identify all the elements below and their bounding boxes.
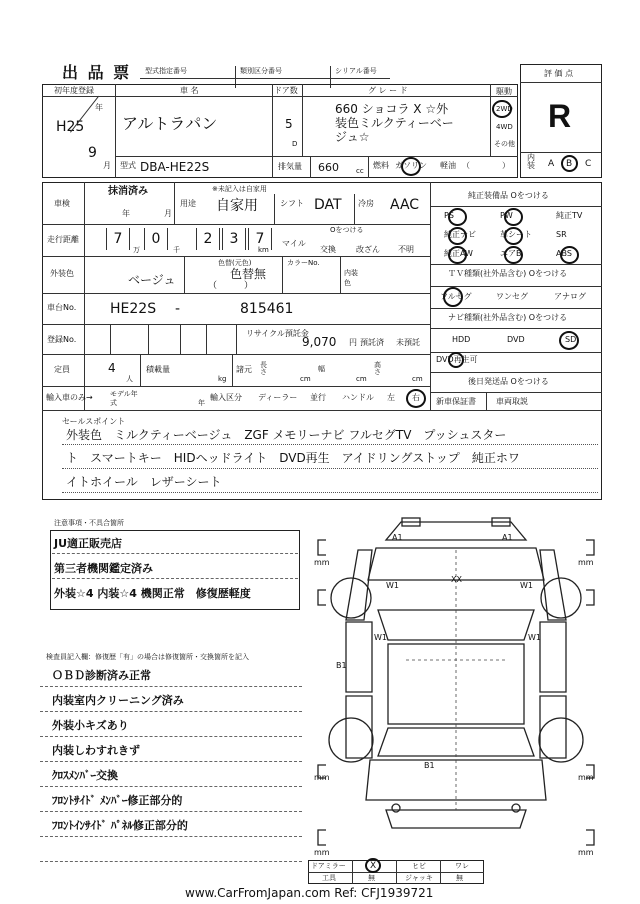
grade-label: グ レ ー ド [368,86,408,95]
model-label: 型式 [120,161,136,170]
model-value: DBA-HE22S [140,160,210,174]
dims-label: 諸元 [236,365,252,374]
mileage-opt-unknown: 不明 [398,245,414,254]
sales-line-1: 外装色 ミルクティーベージュ ZGF メモリーナビ フルセグTV プッシュスター [66,428,507,442]
car-name: アルトラパン [122,114,218,133]
disp-unit: cc [356,167,364,175]
equip-abs: ABS [556,249,572,258]
page-title: 出 品 票 [62,63,132,82]
grade-line-2: 装色ミルクティーベー [335,116,454,130]
first-reg-era: H25 [56,119,85,135]
sales-line-2: ト スマートキー HIDヘッドライト DVD再生 アイドリングストップ 純正ホワ [66,451,520,465]
mark-a1-right: A1 [502,533,513,542]
nav-title: ナビ種類(社外品含む) Oをつける [448,313,568,322]
bracket-fr2 [586,590,594,605]
nav-dvd: DVD [507,335,525,344]
capacity-unit: 人 [126,375,133,383]
import-parallel: 並行 [310,393,326,402]
mm-6: mm [578,848,594,857]
mm-2: mm [578,558,594,567]
inspector-line: ｸﾛｽﾒﾝﾊﾞｰ交換 [52,769,118,782]
bracket-fl [318,540,326,555]
regno-label: 登録No. [47,335,77,344]
tv-fullseg: フルセグ [440,292,472,301]
grade-line-1: 660 ショコラ X ☆外 [335,102,449,116]
equipment-grid [430,206,602,264]
equip-pw: PW [500,211,513,220]
handle-right: 右 [412,393,420,402]
interior-a: A [548,159,555,169]
score: R [548,98,572,134]
footer-break: ワレ [455,862,469,870]
mm-1: mm [314,558,330,567]
height-label: 高さ [374,361,381,376]
bracket-rl2 [318,830,326,845]
bracket-fr [586,540,594,555]
mark-b1-1: B1 [336,661,347,670]
inspector-line: 内装しわすれきず [52,744,140,757]
first-reg-month: 9 [88,145,97,161]
doors-label: ドア数 [274,86,298,95]
tv-analog: アナログ [554,292,586,301]
interior-label: 内装 [527,153,535,170]
drive-other: その他 [494,140,515,148]
mark-w1-1: W1 [386,581,399,590]
usage-value: 自家用 [216,198,258,214]
class-no-label: 類別区分番号 [240,67,282,75]
equip-airbag: エアB [500,249,522,258]
right-taillight [512,804,520,812]
interior-color-label: 内装色 [344,269,358,287]
right-rear-wheel [539,718,583,762]
mileage-digit: 0 [144,228,168,250]
sales-label: セールスポイント [62,417,126,426]
inspection-month: 月 [164,209,172,218]
mm-4: mm [578,773,594,782]
inspector-lines [40,666,304,866]
door-unit: D [292,140,298,148]
inspector-line: ﾌﾛﾝﾄｻｲﾄﾞ ﾒﾝﾊﾞｰ修正部分的 [52,794,183,807]
inspector-label: 検査員記入欄：修復歴「有」の場合は修復箇所・交換箇所を記入 [46,653,249,661]
mileage-sen: 千 [173,246,180,254]
color-change-value: 色替無 [230,267,267,281]
length-unit: cm [300,375,311,383]
model-year-unit: 年 [198,399,205,407]
usage-label: 用途 [180,199,196,208]
doors-value: 5 [285,117,293,131]
capacity-value: 4 [108,361,116,375]
footer-jack: ジャッキ [405,874,433,882]
shift-value: DAT [314,197,342,213]
color-number-label: カラーNo. [287,259,320,267]
recycle-amount: 9,070 [302,335,337,349]
width-label: 幅 [318,365,325,373]
handle-left: 左 [387,393,395,402]
shift-label: シフト [280,199,304,208]
chassis-sep: - [175,301,181,317]
inspection-year: 年 [122,209,130,218]
year-unit: 年 [95,103,103,112]
left-rear-wheel [329,718,373,762]
model-year-label: モデル年式 [110,390,138,407]
tv-title: ＴＶ種類(社外品含む) Oをつける [448,269,568,278]
drive-label: 駆動 [496,87,512,96]
usage-note: ※未記入は自家用 [212,185,267,193]
mileage-digit: 3 [222,228,246,250]
interior-b: B [566,159,573,169]
notes-line-1: JU適正販売店 [54,537,123,550]
disp-label: 排気量 [278,162,302,171]
mileage-label: 走行距離 [47,235,79,244]
equip-ps: PS [444,211,454,220]
first-reg-label: 初年度登録 [54,86,94,95]
mark-w1-3: W1 [374,633,387,642]
recycle-unit: 円 [349,338,357,347]
mark-b1-2: B1 [424,761,435,770]
mileage-digit: 7 [248,228,272,250]
deposit-done: 預託済 [360,338,384,347]
mileage-digits [88,226,274,254]
sales-line-3: イトホイール レザーシート [66,475,222,489]
notes-label: 注意事項・不具合箇所 [54,519,124,527]
inspection-label: 車検 [54,199,70,208]
equip-tv: 純正TV [556,211,583,220]
tv-oneseg: ワンセグ [496,292,528,301]
mileage-km: km [258,246,269,254]
nav-sd: SD [565,335,577,344]
mileage-opt-tamper: 改ざん [356,245,380,254]
inspection-value: 抹消済み [108,186,148,197]
mark-xx: XX [451,575,462,584]
left-front-wheel [331,578,371,618]
equip-aw: 純正AW [444,249,473,258]
footer-tool: 工具 [322,874,336,882]
import-label: 輸入車のみ→ [46,393,93,402]
notes-line-3: 外装☆4 内装☆4 機関正常 修復歴軽度 [54,587,251,600]
chassis-label: 車台No. [47,303,77,312]
inspector-line: 外装小キズあり [52,719,129,732]
mark-a1-left: A1 [392,533,403,542]
import-dealer: ディーラー [258,393,298,402]
mileage-man: 万 [133,246,140,254]
form-no-label: 型式指定番号 [145,67,187,75]
handle-label: ハンドル [342,393,374,402]
equipment-title: 純正装備品 Oをつける [468,191,549,200]
ac-label: 冷房 [358,199,374,208]
footer-jack-none: 無 [456,874,463,882]
serial-label: シリアル番号 [335,67,377,75]
chassis-number: 815461 [240,301,294,317]
rear-bumper [386,810,526,828]
inspector-line: ＯＢＤ診断済み正常 [52,669,151,682]
mileage-check-note: Oをつける [330,226,364,234]
after-manual: 車両取説 [496,397,528,406]
footer-mirror-x: X [370,861,377,871]
length-label: 長さ [260,361,267,376]
fuel-gasoline: ガソリン [395,161,427,170]
fuel-label: 燃料 [373,161,389,170]
chassis-prefix: HE22S [110,301,157,317]
bracket-fl2 [318,590,326,605]
right-front-wheel [541,578,581,618]
watermark: www.CarFromJapan.com Ref: CFJ1939721 [185,886,434,900]
mileage-mile: マイル [282,239,306,248]
footer-mirror: ドアミラー [311,862,346,870]
equip-nav: 純正ナビ [444,230,476,239]
car-name-label: 車 名 [180,86,199,95]
grade-line-3: ジュ☆ [335,130,370,144]
car-damage-diagram [306,510,606,890]
load-unit: kg [218,375,227,383]
mark-w1-2: W1 [520,581,533,590]
ac-value: AAC [390,197,420,213]
footer-crack: ヒビ [412,862,426,870]
after-title: 後日発送品 Oをつける [468,377,549,386]
mark-w1-4: W1 [528,633,541,642]
nav-hdd: HDD [452,335,471,344]
left-front-door [346,622,372,692]
mileage-opt-exchange: 交換 [320,245,336,254]
dvd-playback: DVD再生可 [436,355,478,364]
equip-sr: SR [556,230,567,239]
color-value: ベージュ [128,273,176,287]
inspector-line: 内装室内クリーニング済み [52,694,184,707]
color-label: 外装色 [50,269,74,278]
import-type-label: 輸入区分 [210,393,242,402]
notes-line-2: 第三者機関鑑定済み [54,562,153,575]
drive-4wd: 4WD [496,123,513,131]
month-unit: 月 [103,161,111,170]
mm-3: mm [314,773,330,782]
capacity-label: 定員 [54,365,70,374]
displacement: 660 [318,161,339,174]
inspector-line: ﾌﾛﾝﾄｲﾝｻｲﾄﾞ ﾊﾟﾈﾙ修正部分的 [52,819,188,832]
fuel-diesel: 軽油 [440,161,456,170]
eval-label: 評 価 点 [544,69,574,78]
after-warranty: 新車保証書 [436,397,476,406]
mileage-digit: 7 [106,228,130,250]
mileage-digit: 2 [196,228,220,250]
footer-tool-none: 無 [368,874,375,882]
interior-c: C [585,159,592,169]
deposit-not: 未預託 [396,338,420,347]
mm-5: mm [314,848,330,857]
bracket-rr2 [586,830,594,845]
load-label: 積載量 [146,365,170,374]
drive-2wd: 2WD [496,105,513,113]
left-taillight [392,804,400,812]
fuel-paren: （ ） [462,161,510,170]
color-change-paren: （ ） [208,281,254,291]
height-unit: cm [412,375,423,383]
right-front-door [540,622,566,692]
equip-leather: 革シート [500,230,532,239]
recycle-label: リサイクル預託金 [246,329,309,338]
width-unit: cm [356,375,367,383]
color-change-label: 色替(元色) [218,259,252,267]
